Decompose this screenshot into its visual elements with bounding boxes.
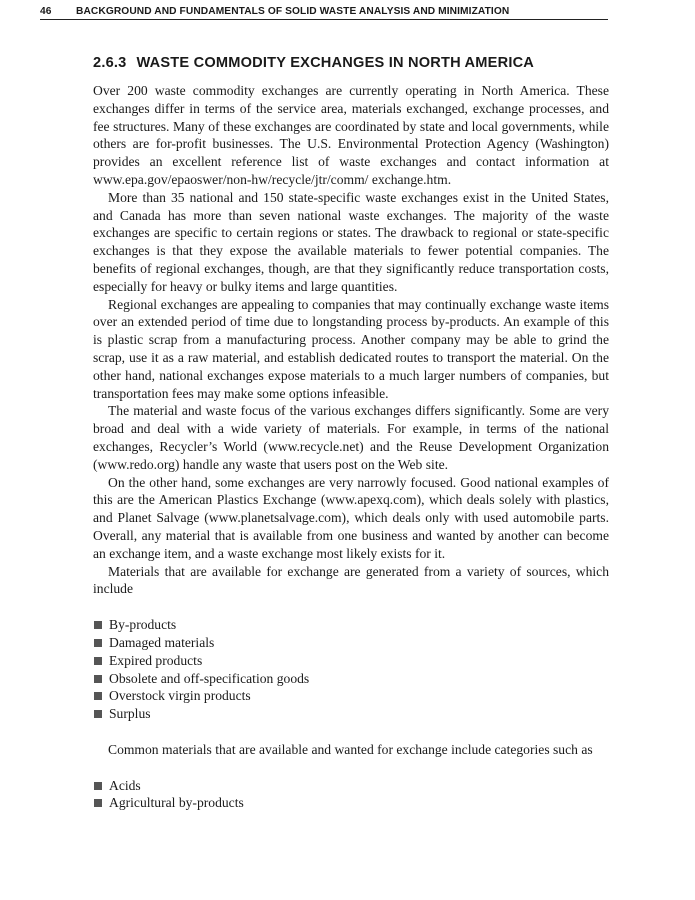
bullet-square-icon — [94, 639, 102, 647]
bullet-square-icon — [94, 692, 102, 700]
bullet-square-icon — [94, 782, 102, 790]
running-head — [40, 6, 608, 20]
page-number: 46 — [40, 6, 52, 17]
bullet-square-icon — [94, 657, 102, 665]
list-item: Acids — [93, 777, 609, 795]
list-item: Expired products — [93, 652, 609, 670]
body-text — [93, 82, 609, 812]
list-item: Damaged materials — [93, 634, 609, 652]
materials-list — [93, 777, 609, 813]
bullet-square-icon — [94, 621, 102, 629]
list-item: Agricultural by-products — [93, 794, 609, 812]
paragraph: The material and waste focus of the various exchanges differs significantly. Some are very broad and deal with a wide variety of materials. For example, in terms of the national exchanges, Recycler’s World (www.recycle.net) and the Reuse Development Organization (www.redo.org) handle any waste that users post on the Web site. — [93, 403, 609, 472]
paragraph: Regional exchanges are appealing to companies that may continually exchange waste items over an extended period of time due to longstanding process by-products. An example of this is plastic scrap from a manufacturing process. Another company may be able to grind the scrap, use it as a raw material, and establish dedicated routes to transport the material. On the other hand, national exchanges expose materials to a much larger numbers of companies, but transportation fees may make some options infeasible. — [93, 296, 609, 401]
bullet-square-icon — [94, 710, 102, 718]
running-head-title: BACKGROUND AND FUNDAMENTALS OF SOLID WASTE ANALYSIS AND MINIMIZATION — [76, 6, 510, 17]
list-item: Surplus — [93, 705, 609, 723]
paragraph: On the other hand, some exchanges are very narrowly focused. Good national examples of this are the American Plastics Exchange (www.apexq.com), which deals solely with plastics, and Planet Salvage (www.planetsalvage.com), which deals only with used automobile parts. Overall, any material that is available from one business and wanted by another can become an exchange item, and a waste exchange most likely exists for it. — [93, 474, 609, 561]
sources-list — [93, 616, 609, 723]
section-title: WASTE COMMODITY EXCHANGES IN NORTH AMERICA — [136, 55, 535, 71]
paragraph: More than 35 national and 150 state-specific waste exchanges exist in the United States, and Canada has more than seven national waste exchanges. The majority of the waste exchanges are specific to certain regions or states. The drawback to regional or state-specific exchanges is that they expose the available materials to fewer potential companies. The benefits of regional exchanges, though, are that they significantly reduce transportation costs, especially for heavy or bulky items and large quantities. — [93, 189, 609, 294]
paragraph: Over 200 waste commodity exchanges are currently operating in North America. These exchanges differ in terms of the service area, materials exchanged, exchange processes, and fee structures. Many of these exchanges are coordinated by state and local governments, while others are for-profit businesses. The U.S. Environmental Protection Agency (Washington) provides an excellent reference list of waste exchanges and contact information at www.epa.gov/epaoswer/non-hw/recycle/jtr/comm/ exchange.htm. — [93, 83, 609, 187]
section-heading — [93, 55, 613, 71]
list-item: By-products — [93, 616, 609, 634]
section-number: 2.6.3 — [93, 55, 127, 71]
list-item: Obsolete and off-specification goods — [93, 670, 609, 688]
bullet-square-icon — [94, 799, 102, 807]
materials-intro: Common materials that are available and wanted for exchange include categories such as — [108, 741, 593, 757]
list-item: Overstock virgin products — [93, 687, 609, 705]
bullet-square-icon — [94, 675, 102, 683]
paragraph: Materials that are available for exchange are generated from a variety of sources, which include — [93, 563, 609, 597]
